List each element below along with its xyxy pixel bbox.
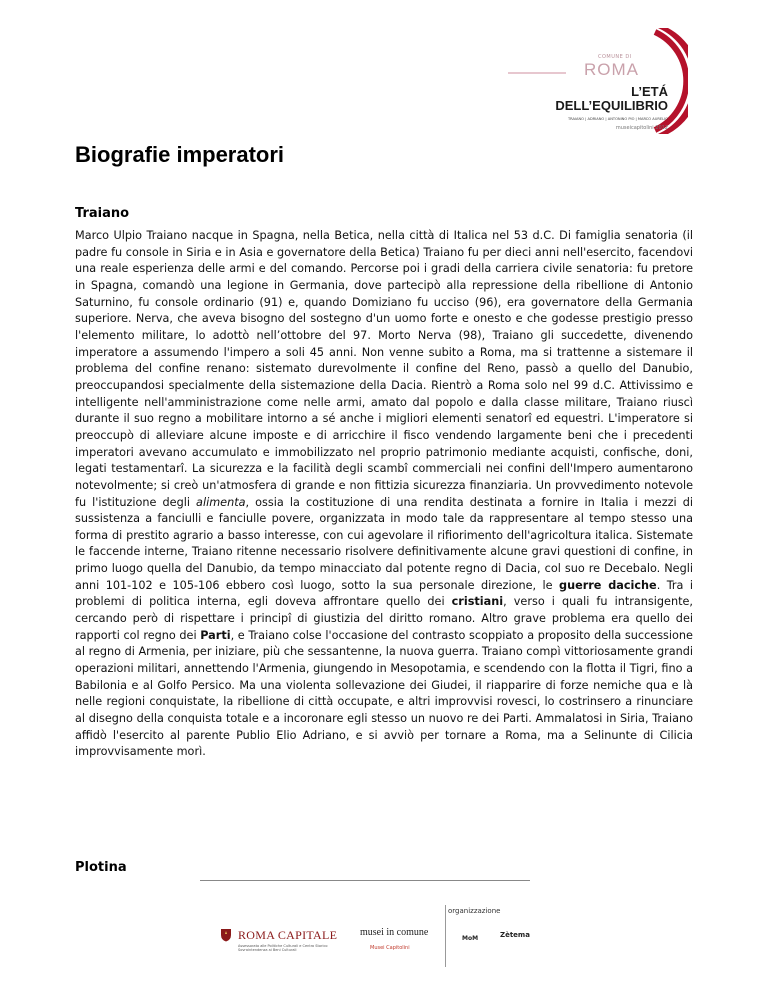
logo-musei-capitolini: museicapitolini 2012 xyxy=(615,125,668,131)
footer-divider xyxy=(200,880,530,881)
exhibition-logo xyxy=(508,26,688,136)
section-heading-plotina: Plotina xyxy=(75,860,127,875)
mom-logo: MoM xyxy=(462,935,479,942)
italic-term-alimenta: alimenta xyxy=(196,495,246,509)
logo-emperor-names: TRAIANO | ADRIANO | ANTONINO PIO | MARCO AURELIO xyxy=(567,117,668,121)
text-segment: , ossia la costituzione di una rendita destinata a fornire in Italia i mezzi di sussistenza a fanciulli e fanciulle povere, organizzata in modo tale da rappresentare al tempo stesso una forma di prestito agrario a basso interesse, con cui agevolare il rifiorimento dell'agricoltura italica. Sistemate le faccende interne, Traiano ritenne necessario risolvere definitivamente alcune gravi questioni di confine, in primo luogo quella del Danubio, da tempo minacciato dal potente regno di Dacia, col suo re Decebalo. Negli anni 101-102 e 105-106 ebbero così luogo, sotto la sua personale direzione, le xyxy=(75,495,694,592)
text-segment: , verso i quali fu intransigente, cercando però di rispettare i principî di giustizia del diritto romano. Altro grave problema era quello dei rapporti col regno dei xyxy=(75,595,693,642)
bold-term-cristiani: cristiani xyxy=(451,595,504,609)
logo-comune-di: COMUNE DI xyxy=(598,54,632,60)
logo-equilibrio: DELL’EQUILIBRIO xyxy=(555,98,668,113)
text-segment: , e Traiano colse l'occasione del contrasto scoppiato a proposito della successione al regno di Armenia, per iniziare, più che sessantenne, la nuova guerra. Traiano compì vittoriosamente grandi operazioni militari, annettendo l'Armenia, giungendo in Mesopotamia, e scendendo con la flotta il Tigri, fino a Babilonia e al Golfo Persico. Ma una violenta sollevazione dei Giudei, il riapparire di forze nemiche qua e là nelle regioni conquistate, la ribellione di città occupate, e altri improvvisi rovesci, lo costrinsero a rinunciare al disegno della conquista totale e a incoronare egli stesso un nuovo re dei Parti. Ammalatosi in Siria, Traiano affidò l'esercito al parente Publio Elio Adriano, e si avviò per tornare a Roma, ma a Selinunte di Cilicia improvvisamente morì. xyxy=(75,628,694,759)
musei-in-comune-logo: musei in comune xyxy=(360,927,429,938)
footer-vertical-divider xyxy=(445,905,446,967)
logo-eta: L’ETÁ xyxy=(631,84,668,99)
footer-sponsors xyxy=(200,885,550,985)
logo-roma: ROMA xyxy=(584,60,639,79)
organizzazione-label: organizzazione xyxy=(448,907,501,915)
traiano-biography-text xyxy=(75,228,693,761)
text-segment: . Tra i problemi di politica interna, egli doveva affrontare quello dei xyxy=(75,578,693,609)
page-title: Biografie imperatori xyxy=(75,142,285,167)
musei-capitolini-label: Musei Capitolini xyxy=(370,945,410,951)
bold-term-parti: Parti xyxy=(200,628,231,642)
text-segment: Marco Ulpio Traiano nacque in Spagna, nella Betica, nella città di Italica nel 53 d.C. Di famiglia senatoria (il padre fu console in Siria e in Asia e governatore della Betica) Traiano fu per dieci anni nell'esercito, facendovi una reale esperienza delle armi e del comando. Percorse poi i gradi della carriera civile senatoria: fu pretore in Spagna, comandò una legione in Germania, dove partecipò alla repressione della ribellione di Antonio Saturnino, fu console ordinario (91) e, quando Domiziano fu ucciso (96), era governatore della Germania superiore. Nerva, che aveva bisogno del sostegno d'un uomo forte e onesto e che godesse prestigio presso l'elemento militare, lo adottò nell’ottobre del 97. Morto Nerva (98), Traiano gli succedette, divenendo imperatore a assumendo l'impero a soli 45 anni. Non venne subito a Roma, ma si trattenne a sistemare il problema del confine renano: sistemato durevolmente il confine del Reno, passò a quello del Danubio, preoccupandosi specialmente della sistemazione della Dacia. Rientrò a Roma solo nel 99 d.C. Attivissimo e intelligente nell'amministrazione come nelle armi, amato dal popolo e dalla classe militare, Traiano riuscì durante il suo regno a mobilitare intorno a sé anche i migliori elementi senatorî ed equestri. L'imperatore si preoccupò di alleviare alcune imposte e di arricchire il fisco vendendo largamente beni che i precedenti imperatori avevano accumulato e immobilizzato nel proprio patrimonio mediante acquisti, confische, doni, legati testamentarî. La sicurezza e la facilità degli scambî commerciali nei confini dell'Impero aumentarono notevolmente; si creò un'atmosfera di grande e non fittizia sicurezza finanziaria. Un provvedimento notevole fu l'istituzione degli xyxy=(75,229,693,509)
section-heading-traiano: Traiano xyxy=(75,206,130,221)
bold-term-guerre-daciche: guerre daciche xyxy=(559,578,657,592)
roma-capitale-subtitle: Assessorato alle Politiche Culturali e Centro Storico Sovraintendenza ai Beni Culturali xyxy=(238,944,328,952)
zetema-logo: Zètema xyxy=(500,931,530,939)
roma-capitale-logo: ROMA CAPITALE xyxy=(238,928,338,942)
roma-capitale-shield-icon xyxy=(220,928,232,942)
